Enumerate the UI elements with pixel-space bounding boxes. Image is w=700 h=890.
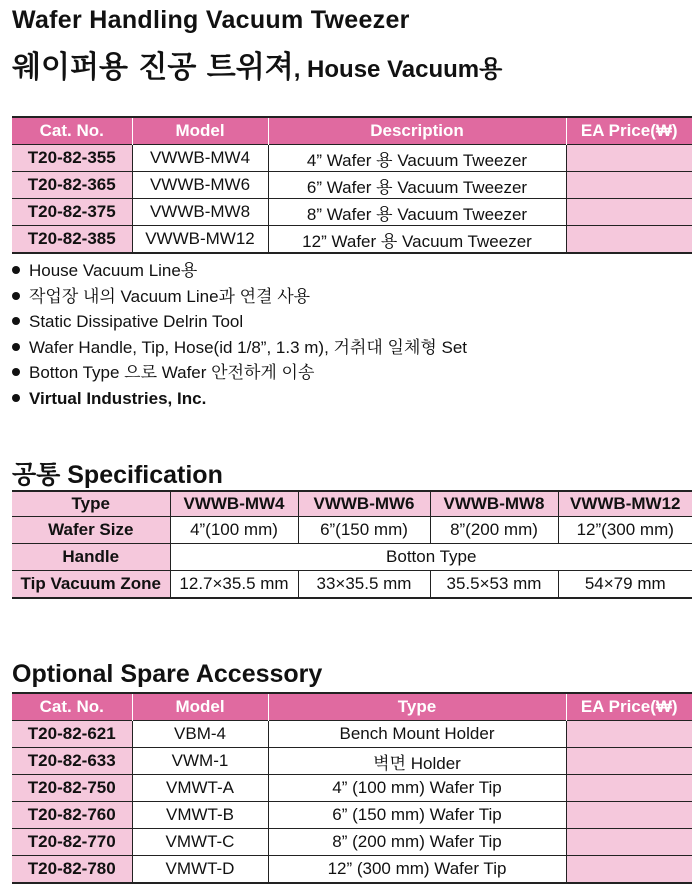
- model-cell: VWWB-MW8: [132, 199, 268, 226]
- tip-zone-cell: 33×35.5 mm: [298, 571, 430, 599]
- col-description: Description: [268, 117, 566, 145]
- col-type: Type: [268, 693, 566, 721]
- feature-text: 작업장 내의 Vacuum Line과 연결 사용: [29, 286, 311, 306]
- price-cell: [566, 199, 692, 226]
- table-row: [12, 721, 692, 748]
- table-row: [12, 856, 692, 884]
- col-price: EA Price(₩): [566, 693, 692, 721]
- page-title-ko: [12, 42, 502, 86]
- description-cell: 8” Wafer 용 Vacuum Tweezer: [268, 199, 566, 226]
- list-item: [12, 309, 467, 335]
- page-title-en: Wafer Handling Vacuum Tweezer: [12, 6, 410, 34]
- type-cell: 벽면 Holder: [268, 748, 566, 775]
- cat-no-cell: T20-82-365: [12, 172, 132, 199]
- list-item: [12, 386, 467, 412]
- price-cell: [566, 829, 692, 856]
- type-cell: 8” (200 mm) Wafer Tip: [268, 829, 566, 856]
- list-item: [12, 284, 467, 310]
- price-cell: [566, 802, 692, 829]
- product-table-header: [12, 117, 692, 145]
- feature-text: House Vacuum Line용: [29, 261, 198, 280]
- table-row: [12, 748, 692, 775]
- col-cat-no: Cat. No.: [12, 693, 132, 721]
- accessory-section-title: Optional Spare Accessory: [12, 660, 323, 688]
- cat-no-cell: T20-82-633: [12, 748, 132, 775]
- wafer-size-cell: 12”(300 mm): [558, 517, 692, 544]
- feature-list: [12, 258, 467, 411]
- cat-no-cell: T20-82-770: [12, 829, 132, 856]
- feature-text: Static Dissipative Delrin Tool: [29, 312, 244, 331]
- model-cell: VBM-4: [132, 721, 268, 748]
- handle-label: Handle: [12, 544, 170, 571]
- model-cell: VMWT-B: [132, 802, 268, 829]
- product-table: [12, 116, 692, 254]
- spec-type-label: Type: [12, 491, 170, 517]
- bullet-icon: [12, 317, 20, 325]
- price-cell: [566, 775, 692, 802]
- cat-no-cell: T20-82-780: [12, 856, 132, 884]
- cat-no-cell: T20-82-375: [12, 199, 132, 226]
- model-cell: VWWB-MW12: [132, 226, 268, 254]
- wafer-size-cell: 6”(150 mm): [298, 517, 430, 544]
- col-price: EA Price(₩): [566, 117, 692, 145]
- feature-text: Botton Type 으로 Wafer 안전하게 이송: [29, 363, 315, 382]
- bullet-icon: [12, 292, 20, 300]
- bullet-icon: [12, 394, 20, 402]
- tip-zone-label: Tip Vacuum Zone: [12, 571, 170, 599]
- price-cell: [566, 856, 692, 884]
- table-row: [12, 172, 692, 199]
- type-cell: 12” (300 mm) Wafer Tip: [268, 856, 566, 884]
- spec-model-header: VWWB-MW8: [430, 491, 558, 517]
- table-row: [12, 829, 692, 856]
- price-cell: [566, 172, 692, 199]
- spec-section-title: [12, 455, 223, 491]
- table-row: [12, 145, 692, 172]
- spec-table: [12, 490, 692, 599]
- cat-no-cell: T20-82-750: [12, 775, 132, 802]
- table-row: [12, 571, 692, 599]
- cat-no-cell: T20-82-355: [12, 145, 132, 172]
- tip-zone-cell: 35.5×53 mm: [430, 571, 558, 599]
- model-cell: VMWT-A: [132, 775, 268, 802]
- bullet-icon: [12, 343, 20, 351]
- description-cell: 6” Wafer 용 Vacuum Tweezer: [268, 172, 566, 199]
- tip-zone-cell: 12.7×35.5 mm: [170, 571, 298, 599]
- bullet-icon: [12, 368, 20, 376]
- accessory-table: [12, 692, 692, 884]
- feature-text: Virtual Industries, Inc.: [29, 388, 207, 408]
- description-cell: 4” Wafer 용 Vacuum Tweezer: [268, 145, 566, 172]
- price-cell: [566, 145, 692, 172]
- title-ko-text: 웨이퍼용 진공 트위져: [12, 50, 294, 85]
- table-row: [12, 226, 692, 254]
- title-suffix-text: 용: [479, 55, 503, 83]
- spec-title-en: Specification: [60, 461, 223, 489]
- table-row: [12, 517, 692, 544]
- table-row: [12, 544, 692, 571]
- wafer-size-label: Wafer Size: [12, 517, 170, 544]
- list-item: [12, 360, 467, 386]
- model-cell: VWWB-MW6: [132, 172, 268, 199]
- accessory-table-header: [12, 693, 692, 721]
- model-cell: VMWT-C: [132, 829, 268, 856]
- model-cell: VMWT-D: [132, 856, 268, 884]
- bullet-icon: [12, 266, 20, 274]
- cat-no-cell: T20-82-385: [12, 226, 132, 254]
- price-cell: [566, 721, 692, 748]
- price-cell: [566, 226, 692, 254]
- spec-header-row: [12, 491, 692, 517]
- col-cat-no: Cat. No.: [12, 117, 132, 145]
- handle-value: Botton Type: [170, 544, 692, 571]
- spec-model-header: VWWB-MW6: [298, 491, 430, 517]
- model-cell: VWM-1: [132, 748, 268, 775]
- col-model: Model: [132, 117, 268, 145]
- model-cell: VWWB-MW4: [132, 145, 268, 172]
- table-row: [12, 775, 692, 802]
- table-row: [12, 802, 692, 829]
- list-item: [12, 335, 467, 361]
- col-model: Model: [132, 693, 268, 721]
- table-row: [12, 199, 692, 226]
- price-cell: [566, 748, 692, 775]
- wafer-size-cell: 4”(100 mm): [170, 517, 298, 544]
- type-cell: 6” (150 mm) Wafer Tip: [268, 802, 566, 829]
- title-sub-text: , House Vacuum: [293, 56, 480, 83]
- type-cell: 4” (100 mm) Wafer Tip: [268, 775, 566, 802]
- spec-model-header: VWWB-MW12: [558, 491, 692, 517]
- wafer-size-cell: 8”(200 mm): [430, 517, 558, 544]
- feature-text: Wafer Handle, Tip, Hose(id 1/8”, 1.3 m), 거취대 일체형 Set: [29, 337, 468, 357]
- spec-title-ko: 공통: [12, 460, 61, 489]
- cat-no-cell: T20-82-760: [12, 802, 132, 829]
- description-cell: 12” Wafer 용 Vacuum Tweezer: [268, 226, 566, 254]
- tip-zone-cell: 54×79 mm: [558, 571, 692, 599]
- type-cell: Bench Mount Holder: [268, 721, 566, 748]
- list-item: [12, 258, 467, 284]
- cat-no-cell: T20-82-621: [12, 721, 132, 748]
- spec-model-header: VWWB-MW4: [170, 491, 298, 517]
